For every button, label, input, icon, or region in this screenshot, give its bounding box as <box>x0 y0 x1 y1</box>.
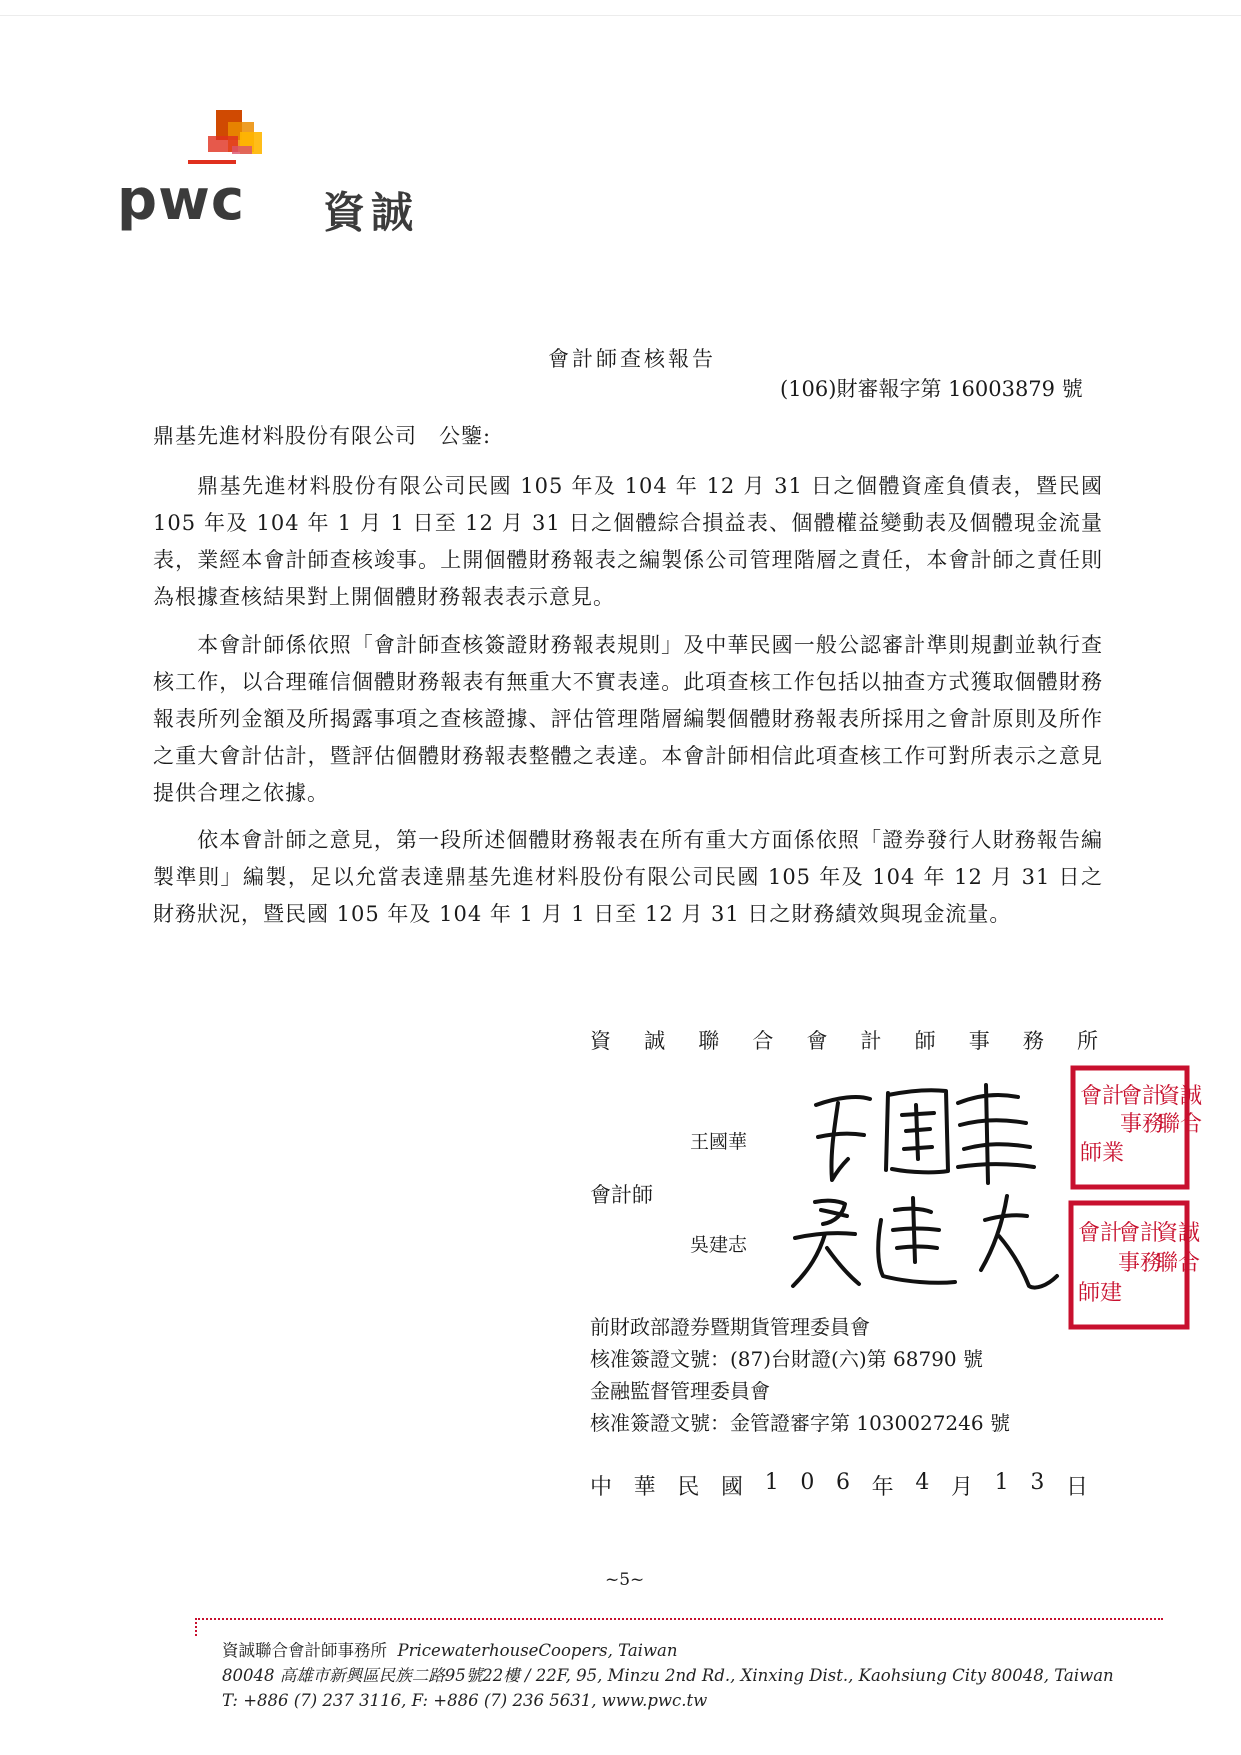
report-date <box>590 1470 1088 1501</box>
approval-line: 核准簽證文號：(87)台財證(六)第 68790 號 <box>590 1347 983 1371</box>
seal2-text-4: 事務 <box>1118 1251 1163 1276</box>
seal1-text-6: 師業 <box>1080 1141 1125 1166</box>
signature-wu <box>785 1190 1060 1300</box>
date-char: 0 <box>800 1470 815 1495</box>
firm-char: 務 <box>1022 1029 1044 1053</box>
footer-divider-tick <box>195 1618 197 1636</box>
footer-firm-line <box>222 1638 1114 1663</box>
seal2-text-1: 資誠 <box>1156 1221 1201 1246</box>
seal2-text-6: 師建 <box>1078 1281 1123 1306</box>
firm-name <box>590 1025 1098 1055</box>
seal2-text-5: 會計 <box>1078 1221 1123 1246</box>
footer-contact[interactable]: T: +886 (7) 237 3116, F: +886 (7) 236 5631, www.pwc.tw <box>222 1691 708 1710</box>
firm-char: 誠 <box>644 1029 666 1053</box>
paragraph-3 <box>153 822 1103 933</box>
footer-divider <box>195 1618 1163 1620</box>
date-char: 國 <box>721 1475 744 1500</box>
pwc-logo-chinese: 資誠 <box>323 188 420 237</box>
firm-char: 計 <box>860 1029 882 1053</box>
approval-block <box>590 1311 1010 1439</box>
seal1-text-1: 資誠 <box>1158 1084 1203 1109</box>
seal1-text-4: 事務 <box>1120 1112 1165 1137</box>
date-char: 年 <box>871 1475 894 1500</box>
firm-char: 所 <box>1076 1029 1098 1053</box>
accountant-name-2: 吳建志 <box>690 1234 748 1256</box>
accountant-name-1: 王國華 <box>690 1131 748 1153</box>
signature-wang <box>808 1075 1043 1190</box>
paragraph-2 <box>153 627 1103 812</box>
date-char: 1 <box>764 1470 779 1495</box>
addressee: 鼎基先進材料股份有限公司 公鑒: <box>153 424 492 448</box>
approval-line: 金融監督管理委員會 <box>590 1379 770 1403</box>
paragraph-text: 鼎基先進材料股份有限公司民國 105 年及 104 年 12 月 31 日之個體資產負債表，暨民國 105 年及 104 年 1 月 1 日至 12 月 31 日之個體綜合損益表、個體權益變動表及個體現金流量表，業經本會計師查核竣事。上開個體財務報表之編製係公司管理階層之責任，本會計師之責任則為根據查核結果對上開個體財務報表表示意見。 <box>153 474 1103 609</box>
seal-stamp-1 <box>1070 1065 1203 1190</box>
date-char: 3 <box>1030 1470 1045 1495</box>
footer-firm-en: PricewaterhouseCoopers, Taiwan <box>397 1641 678 1660</box>
seal1-text-5: 會計 <box>1080 1084 1125 1109</box>
firm-char: 資 <box>590 1029 611 1053</box>
paragraph-text: 本會計師係依照「會計師查核簽證財務報表規則」及中華民國一般公認審計準則規劃並執行查核工作，以合理確信個體財務報表有無重大不實表達。此項查核工作包括以抽查方式獲取個體財務報表所列金額及所揭露事項之查核證據、評估管理階層編製個體財務報表所採用之會計原則及所作之重大會計估計，暨評估個體財務報表整體之表達。本會計師相信此項查核工作可對所表示之意見提供合理之依據。 <box>153 633 1103 805</box>
report-number: (106)財審報字第 16003879 號 <box>780 377 1083 401</box>
page-number: ~5~ <box>605 1570 645 1590</box>
date-char: 中 <box>590 1475 613 1500</box>
page-top-edge <box>0 15 1241 16</box>
footer-firm-cn: 資誠聯合會計師事務所 <box>222 1641 387 1660</box>
firm-char: 事 <box>968 1029 990 1053</box>
seal2-text-3: 會計 <box>1118 1221 1163 1246</box>
date-char: 民 <box>677 1475 700 1500</box>
firm-char: 聯 <box>698 1029 720 1053</box>
seal-stamp-2 <box>1068 1200 1201 1330</box>
accountant-label: 會計師 <box>590 1183 653 1207</box>
approval-line: 核准簽證文號：金管證審字第 1030027246 號 <box>590 1411 1010 1435</box>
paragraph-text: 依本會計師之意見，第一段所述個體財務報表在所有重大方面係依照「證券發行人財務報告編製準則」編製，足以允當表達鼎基先進材料股份有限公司民國 105 年及 104 年 12 月 31 日之財務狀況，暨民國 105 年及 104 年 1 月 1 日至 12 月 31 日之財務績效與現金流量。 <box>153 828 1103 926</box>
date-char: 4 <box>915 1470 930 1495</box>
date-char: 6 <box>836 1470 850 1495</box>
date-char: 日 <box>1065 1475 1088 1500</box>
seal1-text-3: 會計 <box>1120 1084 1165 1109</box>
seal2-text-2: 聯合 <box>1156 1251 1201 1276</box>
date-char: 華 <box>633 1475 656 1500</box>
footer-address: 80048 高雄市新興區民族二路95號22樓 / 22F, 95, Minzu 2nd Rd., Xinxing Dist., Kaohsiung City 80048, Taiwan <box>222 1666 1114 1685</box>
pwc-logo: pwc <box>117 168 246 233</box>
date-char: 1 <box>994 1470 1009 1495</box>
footer <box>222 1638 1114 1713</box>
firm-char: 會 <box>806 1029 828 1053</box>
report-title: 會計師查核報告 <box>548 347 716 371</box>
paragraph-1 <box>153 468 1103 616</box>
firm-char: 合 <box>752 1029 774 1053</box>
seal1-text-2: 聯合 <box>1158 1112 1203 1137</box>
pwc-logo-mark <box>188 110 278 172</box>
date-char: 月 <box>950 1475 973 1500</box>
approval-line: 前財政部證券暨期貨管理委員會 <box>590 1315 870 1339</box>
firm-char: 師 <box>914 1029 936 1053</box>
